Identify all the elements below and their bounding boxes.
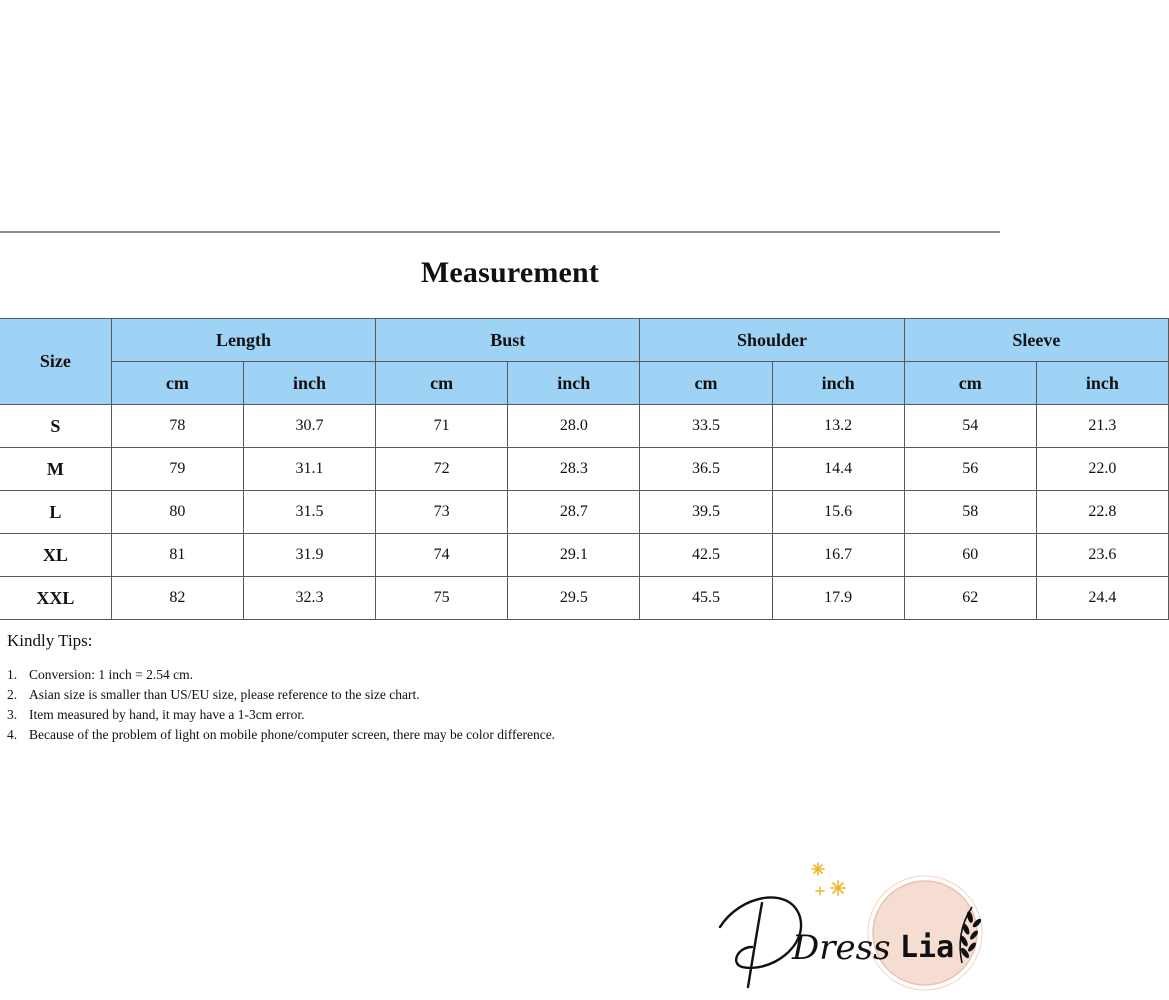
unit-header: cm — [376, 362, 508, 405]
value-cell: 31.5 — [243, 491, 375, 534]
value-cell: 42.5 — [640, 534, 772, 577]
list-item — [7, 685, 567, 705]
size-cell: M — [0, 448, 111, 491]
tips-list — [7, 665, 567, 745]
value-cell: 28.7 — [508, 491, 640, 534]
value-cell: 29.1 — [508, 534, 640, 577]
logo-bold-text: Lia — [900, 930, 955, 965]
value-cell: 28.0 — [508, 405, 640, 448]
list-text: Asian size is smaller than US/EU size, please reference to the size chart. — [29, 687, 420, 702]
unit-header: inch — [772, 362, 904, 405]
value-cell: 58 — [904, 491, 1036, 534]
value-cell: 13.2 — [772, 405, 904, 448]
value-cell: 80 — [111, 491, 243, 534]
value-cell: 73 — [376, 491, 508, 534]
value-cell: 32.3 — [243, 577, 375, 620]
list-item — [7, 665, 567, 685]
value-cell: 16.7 — [772, 534, 904, 577]
value-cell: 81 — [111, 534, 243, 577]
size-cell: XL — [0, 534, 111, 577]
unit-header: inch — [243, 362, 375, 405]
table-row — [0, 534, 1169, 577]
value-cell: 22.8 — [1036, 491, 1168, 534]
list-text: Because of the problem of light on mobile phone/computer screen, there may be color difference. — [29, 727, 556, 742]
logo-script-text: Dress — [792, 928, 891, 968]
value-cell: 33.5 — [640, 405, 772, 448]
value-cell: 74 — [376, 534, 508, 577]
list-number: 1. — [7, 667, 18, 682]
top-divider — [0, 231, 1000, 233]
value-cell: 82 — [111, 577, 243, 620]
list-number: 2. — [7, 687, 18, 702]
table-row — [0, 448, 1169, 491]
value-cell: 22.0 — [1036, 448, 1168, 491]
value-cell: 45.5 — [640, 577, 772, 620]
value-cell: 54 — [904, 405, 1036, 448]
size-header: Size — [0, 319, 111, 405]
value-cell: 29.5 — [508, 577, 640, 620]
value-cell: 36.5 — [640, 448, 772, 491]
list-item — [7, 725, 567, 745]
unit-header: cm — [904, 362, 1036, 405]
unit-header: cm — [111, 362, 243, 405]
unit-header: inch — [1036, 362, 1168, 405]
value-cell: 39.5 — [640, 491, 772, 534]
value-cell: 60 — [904, 534, 1036, 577]
value-cell: 23.6 — [1036, 534, 1168, 577]
value-cell: 79 — [111, 448, 243, 491]
sparkle-icon — [816, 887, 824, 895]
value-cell: 62 — [904, 577, 1036, 620]
size-table — [0, 318, 1169, 620]
list-item — [7, 705, 567, 725]
table-row — [0, 491, 1169, 534]
value-cell: 30.7 — [243, 405, 375, 448]
group-header-length: Length — [111, 319, 375, 362]
list-text: Conversion: 1 inch = 2.54 cm. — [29, 667, 193, 682]
value-cell: 71 — [376, 405, 508, 448]
value-cell: 21.3 — [1036, 405, 1168, 448]
group-header-bust: Bust — [376, 319, 640, 362]
size-cell: L — [0, 491, 111, 534]
value-cell: 15.6 — [772, 491, 904, 534]
value-cell: 31.9 — [243, 534, 375, 577]
value-cell: 28.3 — [508, 448, 640, 491]
value-cell: 56 — [904, 448, 1036, 491]
size-cell: S — [0, 405, 111, 448]
value-cell: 75 — [376, 577, 508, 620]
value-cell: 14.4 — [772, 448, 904, 491]
sparkle-icon — [831, 881, 845, 895]
value-cell: 31.1 — [243, 448, 375, 491]
value-cell: 24.4 — [1036, 577, 1168, 620]
list-number: 4. — [7, 727, 18, 742]
chart-title: Measurement — [420, 256, 600, 289]
list-text: Item measured by hand, it may have a 1-3cm error. — [29, 707, 305, 722]
value-cell: 17.9 — [772, 577, 904, 620]
sparkle-icon — [812, 863, 824, 875]
logo-flourish — [720, 897, 801, 987]
table-row — [0, 577, 1169, 620]
unit-header: inch — [508, 362, 640, 405]
group-header-row — [0, 319, 1169, 362]
table-row — [0, 405, 1169, 448]
unit-header: cm — [640, 362, 772, 405]
value-cell: 72 — [376, 448, 508, 491]
list-number: 3. — [7, 707, 18, 722]
size-cell: XXL — [0, 577, 111, 620]
brand-logo — [700, 855, 1000, 1000]
value-cell: 78 — [111, 405, 243, 448]
group-header-sleeve: Sleeve — [904, 319, 1168, 362]
group-header-shoulder: Shoulder — [640, 319, 904, 362]
unit-header-row — [0, 362, 1169, 405]
tips-title: Kindly Tips: — [7, 631, 93, 650]
